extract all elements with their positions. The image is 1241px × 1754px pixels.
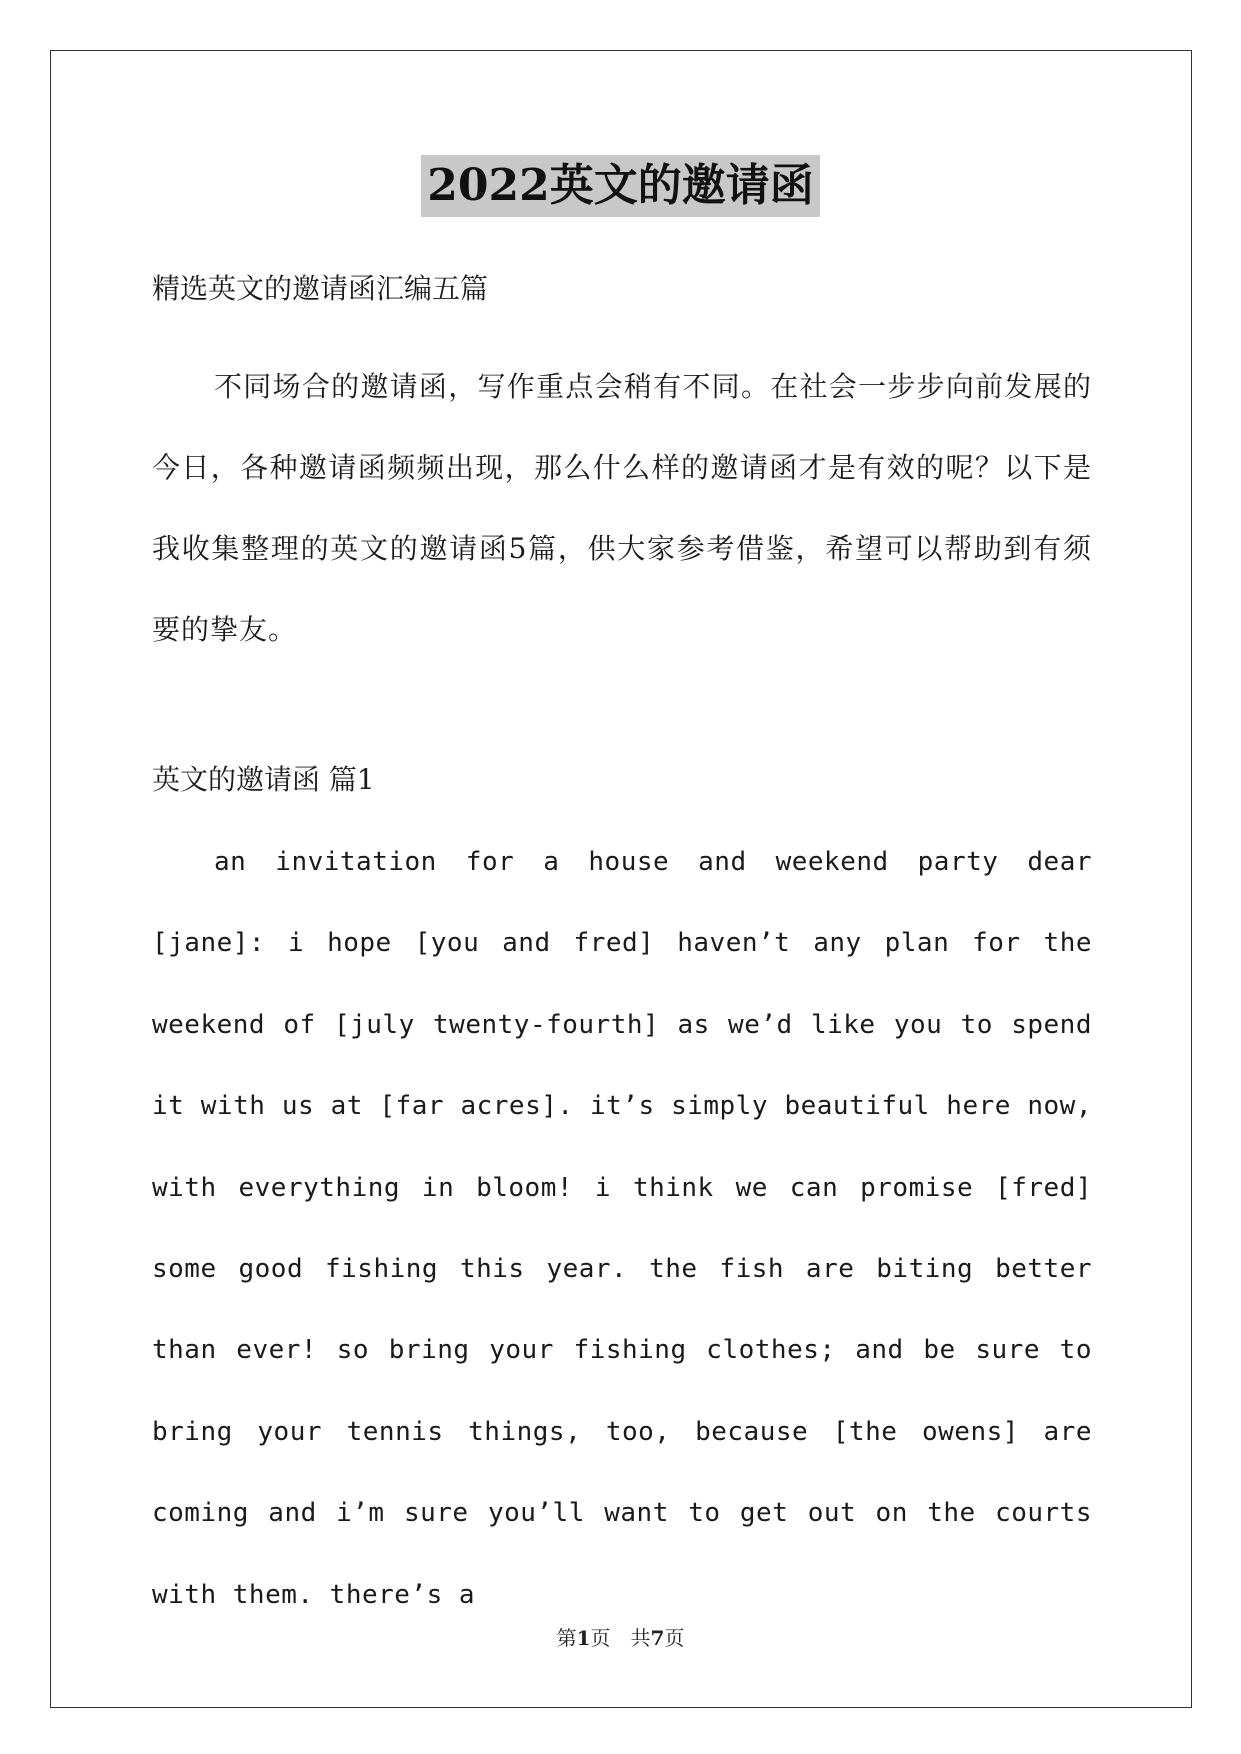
document-title: 2022英文的邀请函: [421, 155, 819, 217]
intro-paragraph: 不同场合的邀请函，写作重点会稍有不同。在社会一步步向前发展的今日，各种邀请函频频出现，那么什么样的邀请函才是有效的呢？以下是我收集整理的英文的邀请函5篇，供大家参考借鉴，希望可以帮助到有须要的挚友。: [152, 370, 1092, 646]
page-suffix: 页: [590, 1626, 611, 1650]
page-current: 1: [576, 1626, 591, 1650]
page-total: 7: [650, 1626, 665, 1650]
body-paragraph: an invitation for a house and weekend party dear [jane]: i hope [you and fred] haven’t any plan for the weekend of [july twenty-fourth] as we’d like you to spend it with us at [far acres]. it’s simply beautiful here now, with everything in bloom! i think we can promise [fred] some good fishing this year. the fish are biting better than ever! so bring your fishing clothes; and be sure to bring your tennis things, too, because [the owens] are coming and i’m sure you’ll want to get out on the courts with them. there’s a: [152, 847, 1092, 1610]
page-footer: [0, 1622, 1241, 1651]
document-subtitle: 精选英文的邀请函汇编五篇: [152, 272, 489, 305]
section-heading: 英文的邀请函 篇1: [152, 763, 375, 796]
total-suffix: 页: [664, 1626, 685, 1650]
total-prefix: 共: [630, 1626, 651, 1650]
title-container: [0, 155, 1241, 217]
page-prefix: 第: [556, 1626, 577, 1650]
